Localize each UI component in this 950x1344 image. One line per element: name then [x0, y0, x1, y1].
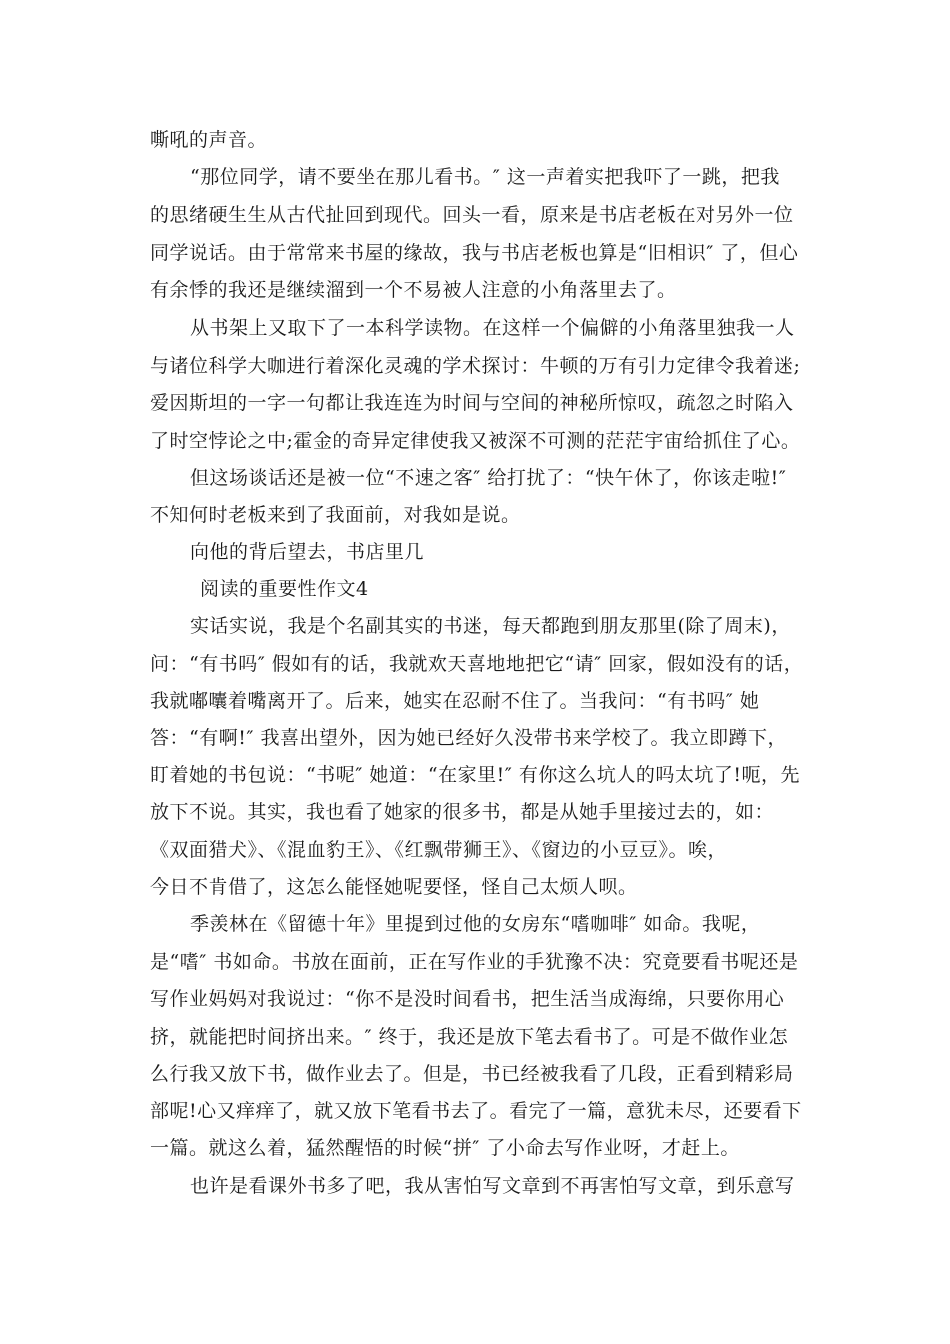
text-line: 实话实说，我是个名副其实的书迷，每天都跑到朋友那里(除了周末)，	[190, 615, 791, 637]
text-line: 《双面猎犬》、《混血豹王》、《红飘带狮王》、《窗边的小豆豆》。唉，	[150, 839, 728, 861]
text-line: 答：“有啊!″ 我喜出望外，因为她已经好久没带书来学校了。我立即蹲下，	[150, 727, 787, 749]
text-line: 季羡林在《留德十年》里提到过他的女房东“嗜咖啡″ 如命。我呢，	[190, 913, 761, 935]
text-line: 嘶吼的声音。	[150, 129, 268, 151]
text-line: 问：“有书吗″ 假如有的话，我就欢天喜地地把它“请″ 回家，假如没有的话，	[150, 653, 804, 675]
text-line: 向他的背后望去，书店里几	[190, 541, 425, 563]
text-line: 同学说话。由于常常来书屋的缘故，我与书店老板也算是“旧相识″ 了，但心	[150, 242, 799, 264]
text-line: “那位同学，请不要坐在那儿看书。″ 这一声着实把我吓了一跳，把我	[190, 166, 780, 188]
text-line: 部呢!心又痒痒了，就又放下笔看书去了。看完了一篇，意犹未尽，还要看下	[150, 1100, 802, 1122]
text-line: 了时空悖论之中;霍金的奇异定律使我又被深不可测的茫茫宇宙给抓住了心。	[150, 430, 801, 452]
text-line: 与诸位科学大咖进行着深化灵魂的学术探讨：牛顿的万有引力定律令我着迷;	[150, 355, 801, 377]
text-line: 但这场谈话还是被一位“不速之客″ 给打扰了：“快午休了，你该走啦!″	[190, 467, 787, 489]
text-line: 也许是看课外书多了吧，我从害怕写文章到不再害怕写文章，到乐意写	[190, 1175, 795, 1197]
text-line: 么行我又放下书，做作业去了。但是，书已经被我看了几段，正看到精彩局	[150, 1063, 794, 1085]
text-line: 是“嗜″ 书如命。书放在面前，正在写作业的手犹豫不决：究竟要看书呢还是	[150, 951, 799, 973]
text-line: 写作业妈妈对我说过：“你不是没时间看书，把生活当成海绵，只要你用心	[150, 988, 785, 1010]
text-line: 的思绪硬生生从古代扯回到现代。回头一看，原来是书店老板在对另外一位	[150, 204, 794, 226]
text-line: 放下不说。其实，我也看了她家的很多书，都是从她手里接过去的，如：	[150, 801, 775, 823]
text-line: 盯着她的书包说：“书呢″ 她道：“在家里!″ 有你这么坑人的吗太坑了!呃，先	[150, 764, 800, 786]
text-line: 我就嘟囔着嘴离开了。后来，她实在忍耐不住了。当我问：“有书吗″ 她	[150, 690, 760, 712]
text-line: 爱因斯坦的一字一句都让我连连为时间与空间的神秘所惊叹，疏忽之时陷入	[150, 392, 794, 414]
text-line: 今日不肯借了，这怎么能怪她呢要怪，怪自己太烦人呗。	[150, 876, 638, 898]
text-line: 不知何时老板来到了我面前，对我如是说。	[150, 504, 521, 526]
text-line: 一篇。就这么着，猛然醒悟的时候“拼″ 了小命去写作业呀，才赶上。	[150, 1137, 740, 1159]
text-line: 挤，就能把时间挤出来。″ 终于，我还是放下笔去看书了。可是不做作业怎	[150, 1026, 789, 1048]
text-line: 有余悸的我还是继续溜到一个不易被人注意的小角落里去了。	[150, 279, 677, 301]
section-heading: 阅读的重要性作文4	[200, 578, 369, 600]
text-line: 从书架上又取下了一本科学读物。在这样一个偏僻的小角落里独我一人	[190, 317, 795, 339]
